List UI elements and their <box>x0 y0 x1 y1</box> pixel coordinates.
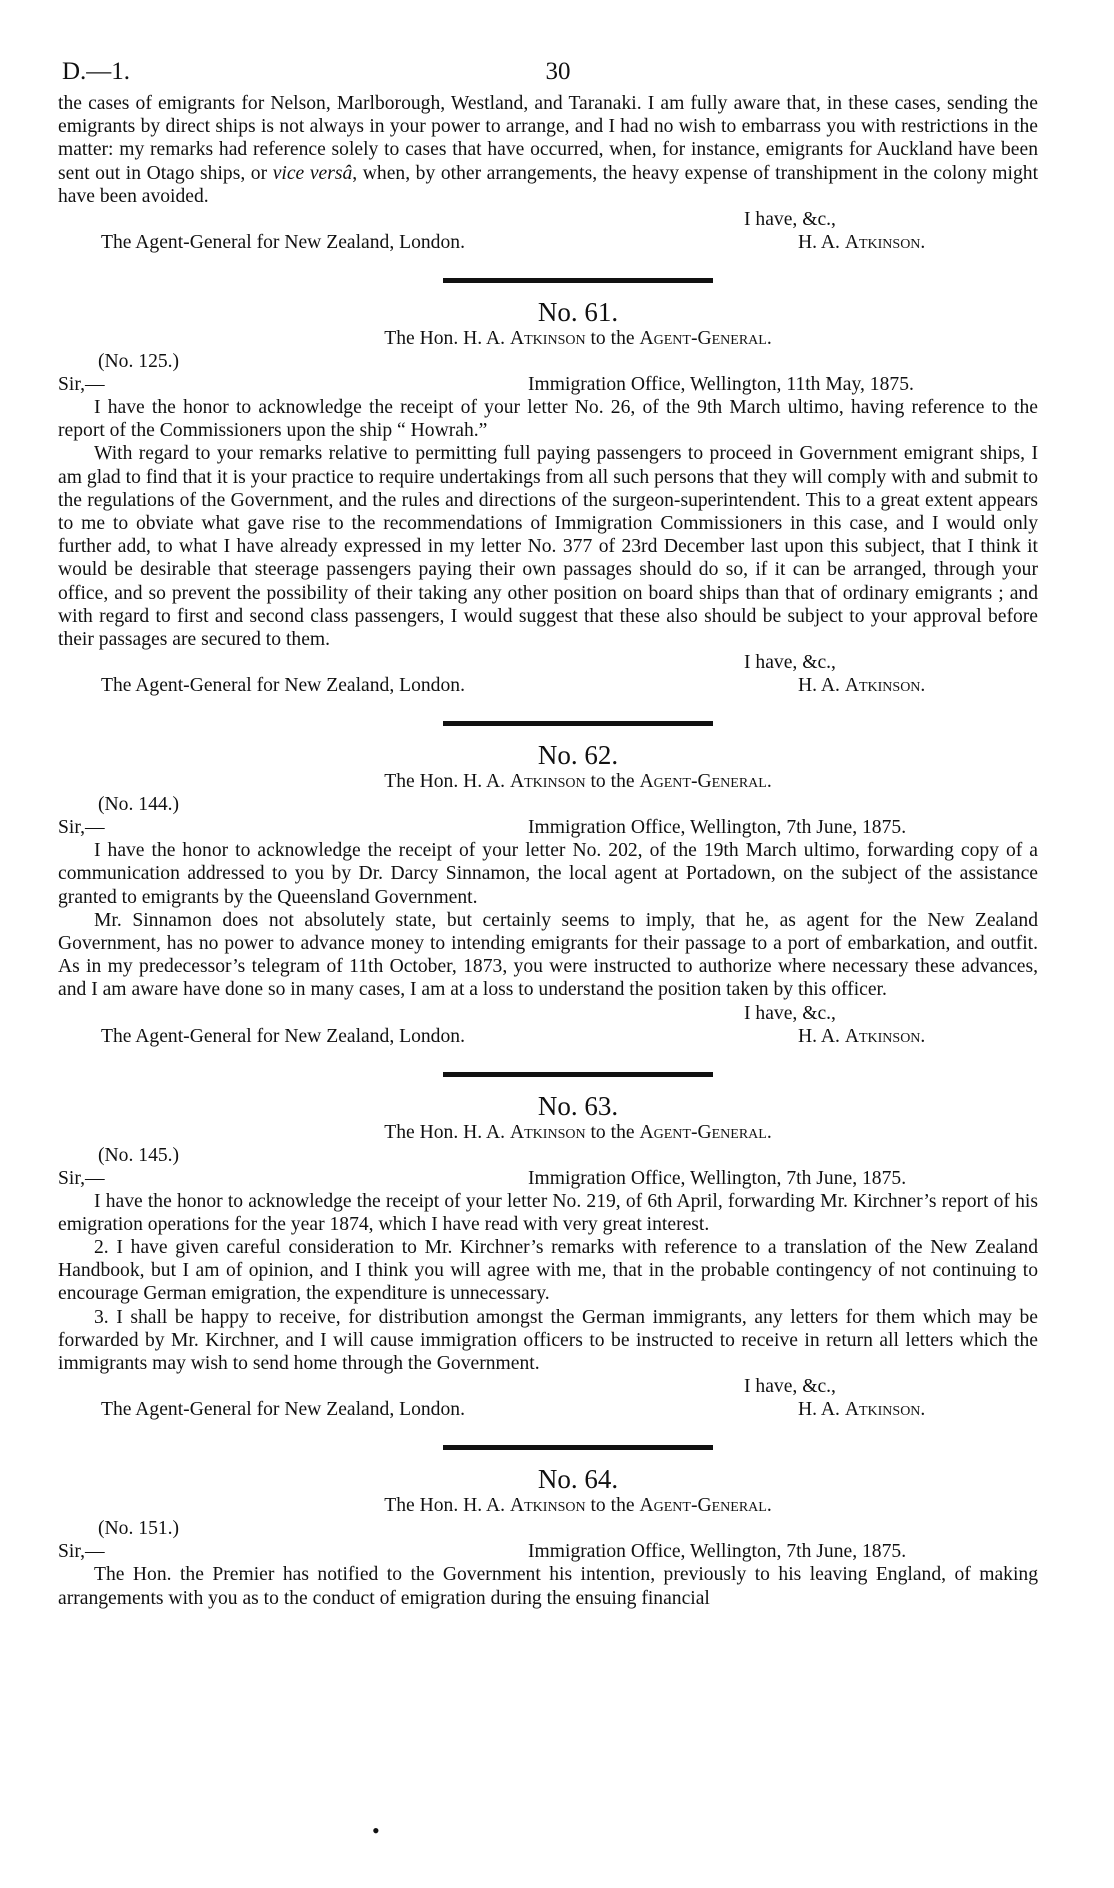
letter-61 <box>58 297 1038 697</box>
letter-closing <box>58 651 1038 697</box>
letter-paragraph: I have the honor to acknowledge the receipt of your letter No. 219, of 6th April, forwarding Mr. Kirchner’s report of his emigration operations for the year 1874, which I have read with very great interest. <box>58 1190 1038 1235</box>
letter-paragraph: With regard to your remarks relative to permitting full paying passengers to proceed in Government emigrant ships, I am glad to find that it is your practice to require undertakings from all such persons that they will comply with and submit to the regulations of the Government, and the rules and directions of the surgeon-superintendent. This to a great extent appears to me to obviate what gave rise to the recommendations of Immigration Commissioners in this case, and I would only further add, to what I have already expressed in my letter No. 377 of 23rd December last upon this subject, that I think it would be desirable that steerage passengers paying their own passages should do so, if it can be arranged, through your office, and so prevent the possibility of their taking any other position on board ships than that of ordinary emigrants ; and with regard to first and second class passengers, I would suggest that these also should be subject to your approval before their passages are secured to them. <box>58 443 1038 651</box>
salutation-line <box>58 816 1038 839</box>
closing-phrase: I have, &c., <box>744 1002 836 1024</box>
letter-paragraph: 3. I shall be happy to receive, for distribution amongst the German immigrants, any letters for them which may be forwarded by Mr. Kirchner, and I will cause immigration officers to be instructed to receive in return all letters which the immigrants may wish to send home through the Government. <box>58 1306 1038 1375</box>
letter-paragraph: The Hon. the Premier has notified to the Government his intention, previously to his leaving England, of making arrangements with you as to the conduct of emigration during the ensuing financial <box>58 1564 1038 1609</box>
letter-closing <box>58 1375 1038 1421</box>
page-number: 30 <box>545 58 571 85</box>
closing-phrase: I have, &c., <box>744 209 836 231</box>
letter-continuation <box>58 92 1038 254</box>
letter-reference: (No. 151.) <box>98 1518 180 1540</box>
addressee: The Agent-General for New Zealand, London. <box>101 232 465 254</box>
letter-heading: The Hon. H. A. Atkinson to the Agent-General. <box>384 771 772 793</box>
letter-paragraph: I have the honor to acknowledge the receipt of your letter No. 202, of the 19th March ultimo, forwarding copy of a communication addressed to you by Dr. Darcy Sinnamon, the local agent at Portadown, on the subject of the assistance granted to emigrants by the Queensland Government. <box>58 840 1038 908</box>
signature: H. A. Atkinson. <box>798 232 926 254</box>
address-date: Immigration Office, Wellington, 11th May, 1875. <box>528 374 914 396</box>
letter-heading: The Hon. H. A. Atkinson to the Agent-General. <box>384 1121 772 1143</box>
letter-heading: The Hon. H. A. Atkinson to the Agent-General. <box>384 1495 772 1517</box>
letter-number: No. 63. <box>537 1090 619 1121</box>
signature: H. A. Atkinson. <box>798 1025 926 1047</box>
letter-62 <box>58 740 1038 1047</box>
letter-paragraph: I have the honor to acknowledge the receipt of your letter No. 26, of the 9th March ultimo, having reference to the report of the Commissioners upon the ship “ Howrah.” <box>58 397 1038 442</box>
letter-63 <box>58 1091 1038 1422</box>
section-divider <box>443 1445 713 1450</box>
address-date: Immigration Office, Wellington, 7th June, 1875. <box>528 1541 907 1563</box>
document-page <box>58 0 1038 1610</box>
address-date: Immigration Office, Wellington, 7th June, 1875. <box>528 1167 907 1189</box>
closing-phrase: I have, &c., <box>744 1376 836 1398</box>
salutation: Sir,— <box>58 374 105 396</box>
letter-paragraph: 2. I have given careful consideration to Mr. Kirchner’s remarks with reference to a translation of the New Zealand Handbook, but I am of opinion, and I think you will agree with me, that in the probable contingency of not continuing to encourage German emigration, the expenditure is unnecessary. <box>58 1237 1038 1305</box>
salutation: Sir,— <box>58 817 105 839</box>
letter-reference: (No. 145.) <box>98 1144 180 1166</box>
signature: H. A. Atkinson. <box>798 1399 926 1421</box>
letter-closing <box>58 1002 1038 1048</box>
salutation: Sir,— <box>58 1167 105 1189</box>
letter-paragraph: Mr. Sinnamon does not absolutely state, but certainly seems to imply, that he, as agent for the New Zealand Government, has no power to advance money to intending emigrants for their passage to a port of embarkation, and outfit. As in my predecessor’s telegram of 11th October, 1873, you were instructed to authorize where necessary these advances, and I am aware have done so in many cases, I am at a loss to understand the position taken by this officer. <box>58 909 1038 1001</box>
signature: H. A. Atkinson. <box>798 675 926 697</box>
salutation-line <box>58 1167 1038 1190</box>
footer-mark: • <box>372 1818 380 1843</box>
addressee: The Agent-General for New Zealand, London. <box>101 675 465 697</box>
closing-phrase: I have, &c., <box>744 652 836 674</box>
addressee: The Agent-General for New Zealand, London. <box>101 1025 465 1047</box>
letter-reference: (No. 125.) <box>98 351 180 373</box>
letter-number: No. 62. <box>537 740 619 771</box>
section-divider <box>443 721 713 726</box>
letter-reference: (No. 144.) <box>98 794 180 816</box>
letter-number: No. 61. <box>537 297 619 328</box>
continuation-paragraph: the cases of emigrants for Nelson, Marlborough, Westland, and Taranaki. I am fully aware that, in these cases, sending the emigrants by direct ships is not always in your power to arrange, and I had no wish to embarrass you with restrictions in the matter: my remarks had reference solely to cases that have occurred, when, for instance, emigrants for Auckland have been sent out in Otago ships, or vice versâ, when, by other arrangements, the heavy expense of transhipment in the colony might have been avoided. <box>58 93 1039 207</box>
letter-64 <box>58 1464 1038 1609</box>
salutation-line <box>58 1540 1038 1563</box>
letter-closing <box>58 208 1038 254</box>
letter-heading: The Hon. H. A. Atkinson to the Agent-General. <box>384 328 772 350</box>
letter-number: No. 64. <box>537 1464 619 1495</box>
address-date: Immigration Office, Wellington, 7th June, 1875. <box>528 817 907 839</box>
document-reference: D.—1. <box>62 58 131 85</box>
salutation-line <box>58 373 1038 396</box>
page-header <box>58 0 1038 92</box>
section-divider <box>443 278 713 283</box>
salutation: Sir,— <box>58 1541 105 1563</box>
latin-phrase: vice versâ <box>272 162 353 184</box>
addressee: The Agent-General for New Zealand, London. <box>101 1399 465 1421</box>
section-divider <box>443 1072 713 1077</box>
